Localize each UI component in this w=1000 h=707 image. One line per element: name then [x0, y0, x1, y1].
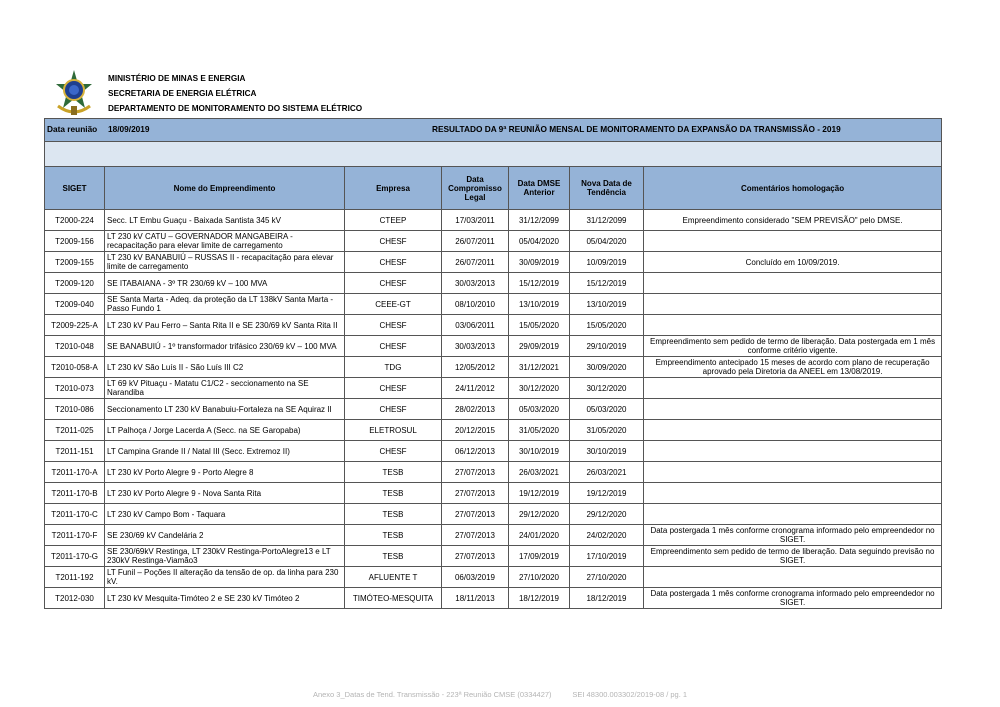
table-row — [45, 504, 942, 525]
cell-data-anterior: 15/12/2019 — [509, 273, 570, 294]
transmission-monitoring-table — [44, 118, 942, 609]
cell-empresa: TESB — [345, 525, 442, 546]
cell-nova-data: 13/10/2019 — [570, 294, 644, 315]
meeting-result-title: RESULTADO DA 9ª REUNIÃO MENSAL DE MONITORAMENTO DA EXPANSÃO DA TRANSMISSÃO - 2019 — [432, 124, 841, 134]
cell-nova-data: 24/02/2020 — [570, 525, 644, 546]
cell-data-legal: 20/12/2015 — [442, 420, 509, 441]
cell-data-legal: 26/07/2011 — [442, 252, 509, 273]
cell-data-legal: 27/07/2013 — [442, 504, 509, 525]
cell-siget: T2010-073 — [45, 378, 105, 399]
cell-data-legal: 17/03/2011 — [442, 210, 509, 231]
meeting-date-value: 18/09/2019 — [108, 124, 150, 134]
cell-comentario — [644, 483, 942, 504]
table-row — [45, 483, 942, 504]
col-header-empresa: Empresa — [345, 167, 442, 210]
cell-nome: Secc. LT Embu Guaçu - Baixada Santista 345 kV — [105, 210, 345, 231]
cell-empresa: TIMÓTEO-MESQUITA — [345, 588, 442, 609]
cell-empresa: TESB — [345, 504, 442, 525]
cell-nome: LT Campina Grande II / Natal III (Secc. Extremoz II) — [105, 441, 345, 462]
table-row — [45, 462, 942, 483]
cell-nova-data: 30/10/2019 — [570, 441, 644, 462]
cell-data-legal: 27/07/2013 — [442, 483, 509, 504]
cell-data-anterior: 30/12/2020 — [509, 378, 570, 399]
cell-comentario — [644, 294, 942, 315]
col-header-nova-data: Nova Data de Tendência — [570, 167, 644, 210]
cell-comentario — [644, 399, 942, 420]
cell-siget: T2012-030 — [45, 588, 105, 609]
cell-nova-data: 31/05/2020 — [570, 420, 644, 441]
coat-of-arms-emblem — [52, 68, 96, 118]
cell-data-anterior: 31/12/2099 — [509, 210, 570, 231]
cell-empresa: CHESF — [345, 336, 442, 357]
cell-nova-data: 05/04/2020 — [570, 231, 644, 252]
cell-nome: LT Palhoça / Jorge Lacerda A (Secc. na SE Garopaba) — [105, 420, 345, 441]
cell-data-legal: 26/07/2011 — [442, 231, 509, 252]
cell-siget: T2009-040 — [45, 294, 105, 315]
secretariat-name: SECRETARIA DE ENERGIA ELÉTRICA — [108, 89, 257, 98]
cell-nome: LT 69 kV Pituaçu - Matatu C1/C2 - seccionamento na SE Narandiba — [105, 378, 345, 399]
cell-nome: LT 230 kV Porto Alegre 9 - Nova Santa Rita — [105, 483, 345, 504]
table-row — [45, 210, 942, 231]
cell-data-anterior: 19/12/2019 — [509, 483, 570, 504]
cell-nome: SE 230/69kV Restinga, LT 230kV Restinga-PortoAlegre13 e LT 230kV Restinga-Viamão3 — [105, 546, 345, 567]
cell-nova-data: 18/12/2019 — [570, 588, 644, 609]
cell-nome: SE ITABAIANA - 3º TR 230/69 kV – 100 MVA — [105, 273, 345, 294]
cell-data-anterior: 26/03/2021 — [509, 462, 570, 483]
cell-comentario — [644, 504, 942, 525]
ministry-name: MINISTÉRIO DE MINAS E ENERGIA — [108, 74, 246, 83]
table-row — [45, 252, 942, 273]
cell-siget: T2010-058-A — [45, 357, 105, 378]
table-row — [45, 588, 942, 609]
cell-comentario: Empreendimento sem pedido de termo de liberação. Data postergada em 1 mês conforme critério vigente. — [644, 336, 942, 357]
table-row — [45, 441, 942, 462]
cell-comentario: Data postergada 1 mês conforme cronograma informado pelo empreendedor no SIGET. — [644, 525, 942, 546]
cell-nova-data: 29/12/2020 — [570, 504, 644, 525]
cell-nova-data: 26/03/2021 — [570, 462, 644, 483]
col-header-nome: Nome do Empreendimento — [105, 167, 345, 210]
meeting-date-label: Data reunião — [47, 124, 98, 134]
cell-siget: T2011-192 — [45, 567, 105, 588]
table-row — [45, 294, 942, 315]
cell-nome: LT 230 kV Porto Alegre 9 - Porto Alegre 8 — [105, 462, 345, 483]
cell-data-legal: 18/11/2013 — [442, 588, 509, 609]
cell-comentario — [644, 441, 942, 462]
table-row — [45, 273, 942, 294]
cell-nome: SE 230/69 kV Candelária 2 — [105, 525, 345, 546]
cell-data-legal: 06/12/2013 — [442, 441, 509, 462]
cell-empresa: CHESF — [345, 399, 442, 420]
cell-nova-data: 15/12/2019 — [570, 273, 644, 294]
cell-data-anterior: 24/01/2020 — [509, 525, 570, 546]
cell-siget: T2011-170-G — [45, 546, 105, 567]
cell-data-anterior: 30/09/2019 — [509, 252, 570, 273]
col-header-siget: SIGET — [45, 167, 105, 210]
cell-data-legal: 28/02/2013 — [442, 399, 509, 420]
cell-data-legal: 27/07/2013 — [442, 525, 509, 546]
table-row — [45, 357, 942, 378]
cell-data-anterior: 31/05/2020 — [509, 420, 570, 441]
cell-data-legal: 30/03/2013 — [442, 273, 509, 294]
cell-comentario — [644, 231, 942, 252]
cell-comentario — [644, 462, 942, 483]
cell-nome: LT 230 kV CATU – GOVERNADOR MANGABEIRA - recapacitação para elevar limite de carregamento — [105, 231, 345, 252]
cell-siget: T2011-170-B — [45, 483, 105, 504]
cell-data-anterior: 05/04/2020 — [509, 231, 570, 252]
cell-siget: T2011-151 — [45, 441, 105, 462]
cell-nome: SE BANABUIÚ - 1º transformador trifásico 230/69 kV – 100 MVA — [105, 336, 345, 357]
cell-nova-data: 10/09/2019 — [570, 252, 644, 273]
table-row — [45, 378, 942, 399]
cell-empresa: CHESF — [345, 315, 442, 336]
cell-data-anterior: 27/10/2020 — [509, 567, 570, 588]
cell-empresa: CHESF — [345, 252, 442, 273]
cell-nova-data: 05/03/2020 — [570, 399, 644, 420]
cell-empresa: CHESF — [345, 378, 442, 399]
table-header-row — [45, 167, 942, 210]
page-footer: Anexo 3_Datas de Tend. Transmissão - 223ª Reunião CMSE (0334427) SEI 48300.003302/2019-08 / pg. 1 — [312, 690, 688, 699]
meeting-info-row — [45, 119, 942, 142]
cell-empresa: CHESF — [345, 231, 442, 252]
cell-siget: T2009-225-A — [45, 315, 105, 336]
cell-data-legal: 06/03/2019 — [442, 567, 509, 588]
spacer-row — [45, 142, 942, 167]
cell-data-anterior: 17/09/2019 — [509, 546, 570, 567]
cell-data-legal: 03/06/2011 — [442, 315, 509, 336]
cell-empresa: CEEE-GT — [345, 294, 442, 315]
cell-comentario: Data postergada 1 mês conforme cronograma informado pelo empreendedor no SIGET. — [644, 588, 942, 609]
cell-siget: T2011-025 — [45, 420, 105, 441]
cell-nome: Seccionamento LT 230 kV Banabuiu-Fortaleza na SE Aquiraz II — [105, 399, 345, 420]
cell-empresa: TESB — [345, 462, 442, 483]
cell-nova-data: 30/12/2020 — [570, 378, 644, 399]
cell-data-anterior: 29/12/2020 — [509, 504, 570, 525]
cell-data-legal: 27/07/2013 — [442, 462, 509, 483]
table-row — [45, 231, 942, 252]
cell-nome: LT Funil – Poções II alteração da tensão de op. da linha para 230 kV. — [105, 567, 345, 588]
cell-comentario — [644, 567, 942, 588]
cell-siget: T2011-170-C — [45, 504, 105, 525]
letterhead — [52, 68, 452, 120]
cell-comentario: Concluído em 10/09/2019. — [644, 252, 942, 273]
cell-siget: T2009-120 — [45, 273, 105, 294]
cell-data-legal: 27/07/2013 — [442, 546, 509, 567]
table-row — [45, 546, 942, 567]
cell-data-legal: 08/10/2010 — [442, 294, 509, 315]
cell-comentario: Empreendimento antecipado 15 meses de acordo com plano de recuperação aprovado pela Diretoria da ANEEL em 13/08/2019. — [644, 357, 942, 378]
cell-nome: SE Santa Marta - Adeq. da proteção da LT 138kV Santa Marta - Passo Fundo 1 — [105, 294, 345, 315]
table-row — [45, 567, 942, 588]
cell-data-legal: 12/05/2012 — [442, 357, 509, 378]
cell-data-anterior: 05/03/2020 — [509, 399, 570, 420]
cell-comentario: Empreendimento considerado "SEM PREVISÃO" pelo DMSE. — [644, 210, 942, 231]
cell-nova-data: 27/10/2020 — [570, 567, 644, 588]
cell-nome: LT 230 kV Mesquita-Timóteo 2 e SE 230 kV Timóteo 2 — [105, 588, 345, 609]
cell-nova-data: 31/12/2099 — [570, 210, 644, 231]
cell-nova-data: 17/10/2019 — [570, 546, 644, 567]
col-header-data-legal: Data Compromisso Legal — [442, 167, 509, 210]
cell-data-anterior: 13/10/2019 — [509, 294, 570, 315]
cell-data-legal: 24/11/2012 — [442, 378, 509, 399]
cell-data-anterior: 29/09/2019 — [509, 336, 570, 357]
cell-empresa: ELETROSUL — [345, 420, 442, 441]
cell-empresa: TDG — [345, 357, 442, 378]
cell-nome: LT 230 kV Campo Bom - Taquara — [105, 504, 345, 525]
cell-comentario: Empreendimento sem pedido de termo de liberação. Data seguindo previsão no SIGET. — [644, 546, 942, 567]
cell-nome: LT 230 kV São Luís II - São Luís III C2 — [105, 357, 345, 378]
cell-siget: T2010-086 — [45, 399, 105, 420]
cell-nome: LT 230 kV BANABUIÚ – RUSSAS II - recapacitação para elevar limite de carregamento — [105, 252, 345, 273]
cell-siget: T2010-048 — [45, 336, 105, 357]
cell-siget: T2000-224 — [45, 210, 105, 231]
cell-siget: T2011-170-F — [45, 525, 105, 546]
cell-nome: LT 230 kV Pau Ferro – Santa Rita II e SE 230/69 kV Santa Rita II — [105, 315, 345, 336]
letterhead-text — [108, 71, 362, 116]
cell-comentario — [644, 378, 942, 399]
table-row — [45, 525, 942, 546]
cell-data-anterior: 18/12/2019 — [509, 588, 570, 609]
table-row — [45, 336, 942, 357]
table-row — [45, 399, 942, 420]
cell-nova-data: 29/10/2019 — [570, 336, 644, 357]
cell-empresa: TESB — [345, 546, 442, 567]
cell-siget: T2009-155 — [45, 252, 105, 273]
cell-empresa: CHESF — [345, 441, 442, 462]
cell-siget: T2009-156 — [45, 231, 105, 252]
cell-nova-data: 15/05/2020 — [570, 315, 644, 336]
cell-comentario — [644, 420, 942, 441]
cell-nova-data: 19/12/2019 — [570, 483, 644, 504]
cell-empresa: AFLUENTE T — [345, 567, 442, 588]
cell-comentario — [644, 273, 942, 294]
cell-data-anterior: 31/12/2021 — [509, 357, 570, 378]
cell-comentario — [644, 315, 942, 336]
table-row — [45, 315, 942, 336]
department-name: DEPARTAMENTO DE MONITORAMENTO DO SISTEMA ELÉTRICO — [108, 104, 363, 113]
cell-data-anterior: 15/05/2020 — [509, 315, 570, 336]
cell-data-anterior: 30/10/2019 — [509, 441, 570, 462]
cell-empresa: TESB — [345, 483, 442, 504]
cell-data-legal: 30/03/2013 — [442, 336, 509, 357]
table-row — [45, 420, 942, 441]
col-header-comentarios: Comentários homologação — [644, 167, 942, 210]
cell-empresa: CHESF — [345, 273, 442, 294]
cell-empresa: CTEEP — [345, 210, 442, 231]
cell-siget: T2011-170-A — [45, 462, 105, 483]
col-header-data-anterior: Data DMSE Anterior — [509, 167, 570, 210]
cell-nova-data: 30/09/2020 — [570, 357, 644, 378]
